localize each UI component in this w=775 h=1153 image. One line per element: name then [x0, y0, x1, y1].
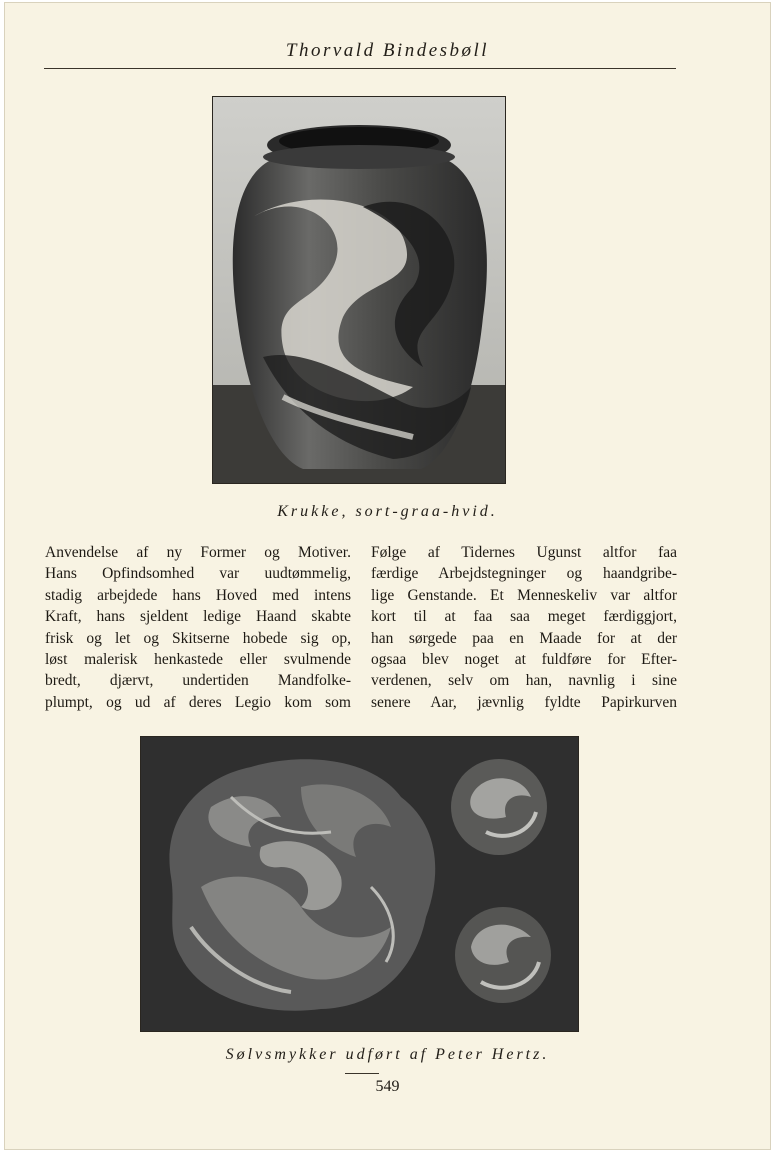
text-line: lige Genstande. Et Menneskeliv var altfor — [371, 586, 677, 604]
text-line: han sørgede paa en Maade for at der — [371, 629, 677, 647]
vase-photograph — [212, 96, 506, 484]
text-column-right — [371, 542, 677, 713]
page-number: 549 — [375, 1078, 400, 1095]
text-line: verdenen, selv om han, navnlig i sine — [371, 672, 677, 690]
text-line: stadig arbejdede hans Hoved med intens — [45, 586, 351, 604]
text-line: Hans Opfindsomhed var uudtømmelig, — [45, 565, 351, 583]
text-line: ogsaa blev noget at fuldføre for Efter- — [371, 651, 677, 669]
text-line: Anvendelse af ny Former og Motiver. — [45, 544, 351, 561]
text-line: Følge af Tidernes Ugunst altfor faa — [371, 544, 677, 561]
header-rule — [44, 68, 676, 69]
text-line: løst malerisk henkastede eller svulmende — [45, 651, 351, 669]
running-header: Thorvald Bindesbøll — [285, 40, 490, 61]
text-line: senere Aar, jævnlig fyldte Papirkurven — [371, 693, 677, 711]
text-line: Kraft, hans sjeldent ledige Haand skabte — [45, 608, 351, 626]
text-line: bredt, djærvt, undertiden Mandfolke- — [45, 672, 351, 690]
text-line: frisk og let og Skitserne hobede sig op, — [45, 629, 351, 647]
vase-caption: Krukke, sort-graa-hvid. — [277, 503, 498, 520]
text-line: færdige Arbejdstegninger og haandgribe- — [371, 565, 677, 583]
text-line: kort til at faa saa meget færdiggjort, — [371, 608, 677, 626]
jewellery-photograph — [140, 736, 579, 1032]
text-column-left — [45, 542, 351, 713]
text-line: plumpt, og ud af deres Legio kom som — [45, 693, 351, 711]
jewellery-caption: Sølvsmykker udført af Peter Hertz. — [225, 1046, 550, 1063]
page-number-rule — [345, 1073, 379, 1074]
